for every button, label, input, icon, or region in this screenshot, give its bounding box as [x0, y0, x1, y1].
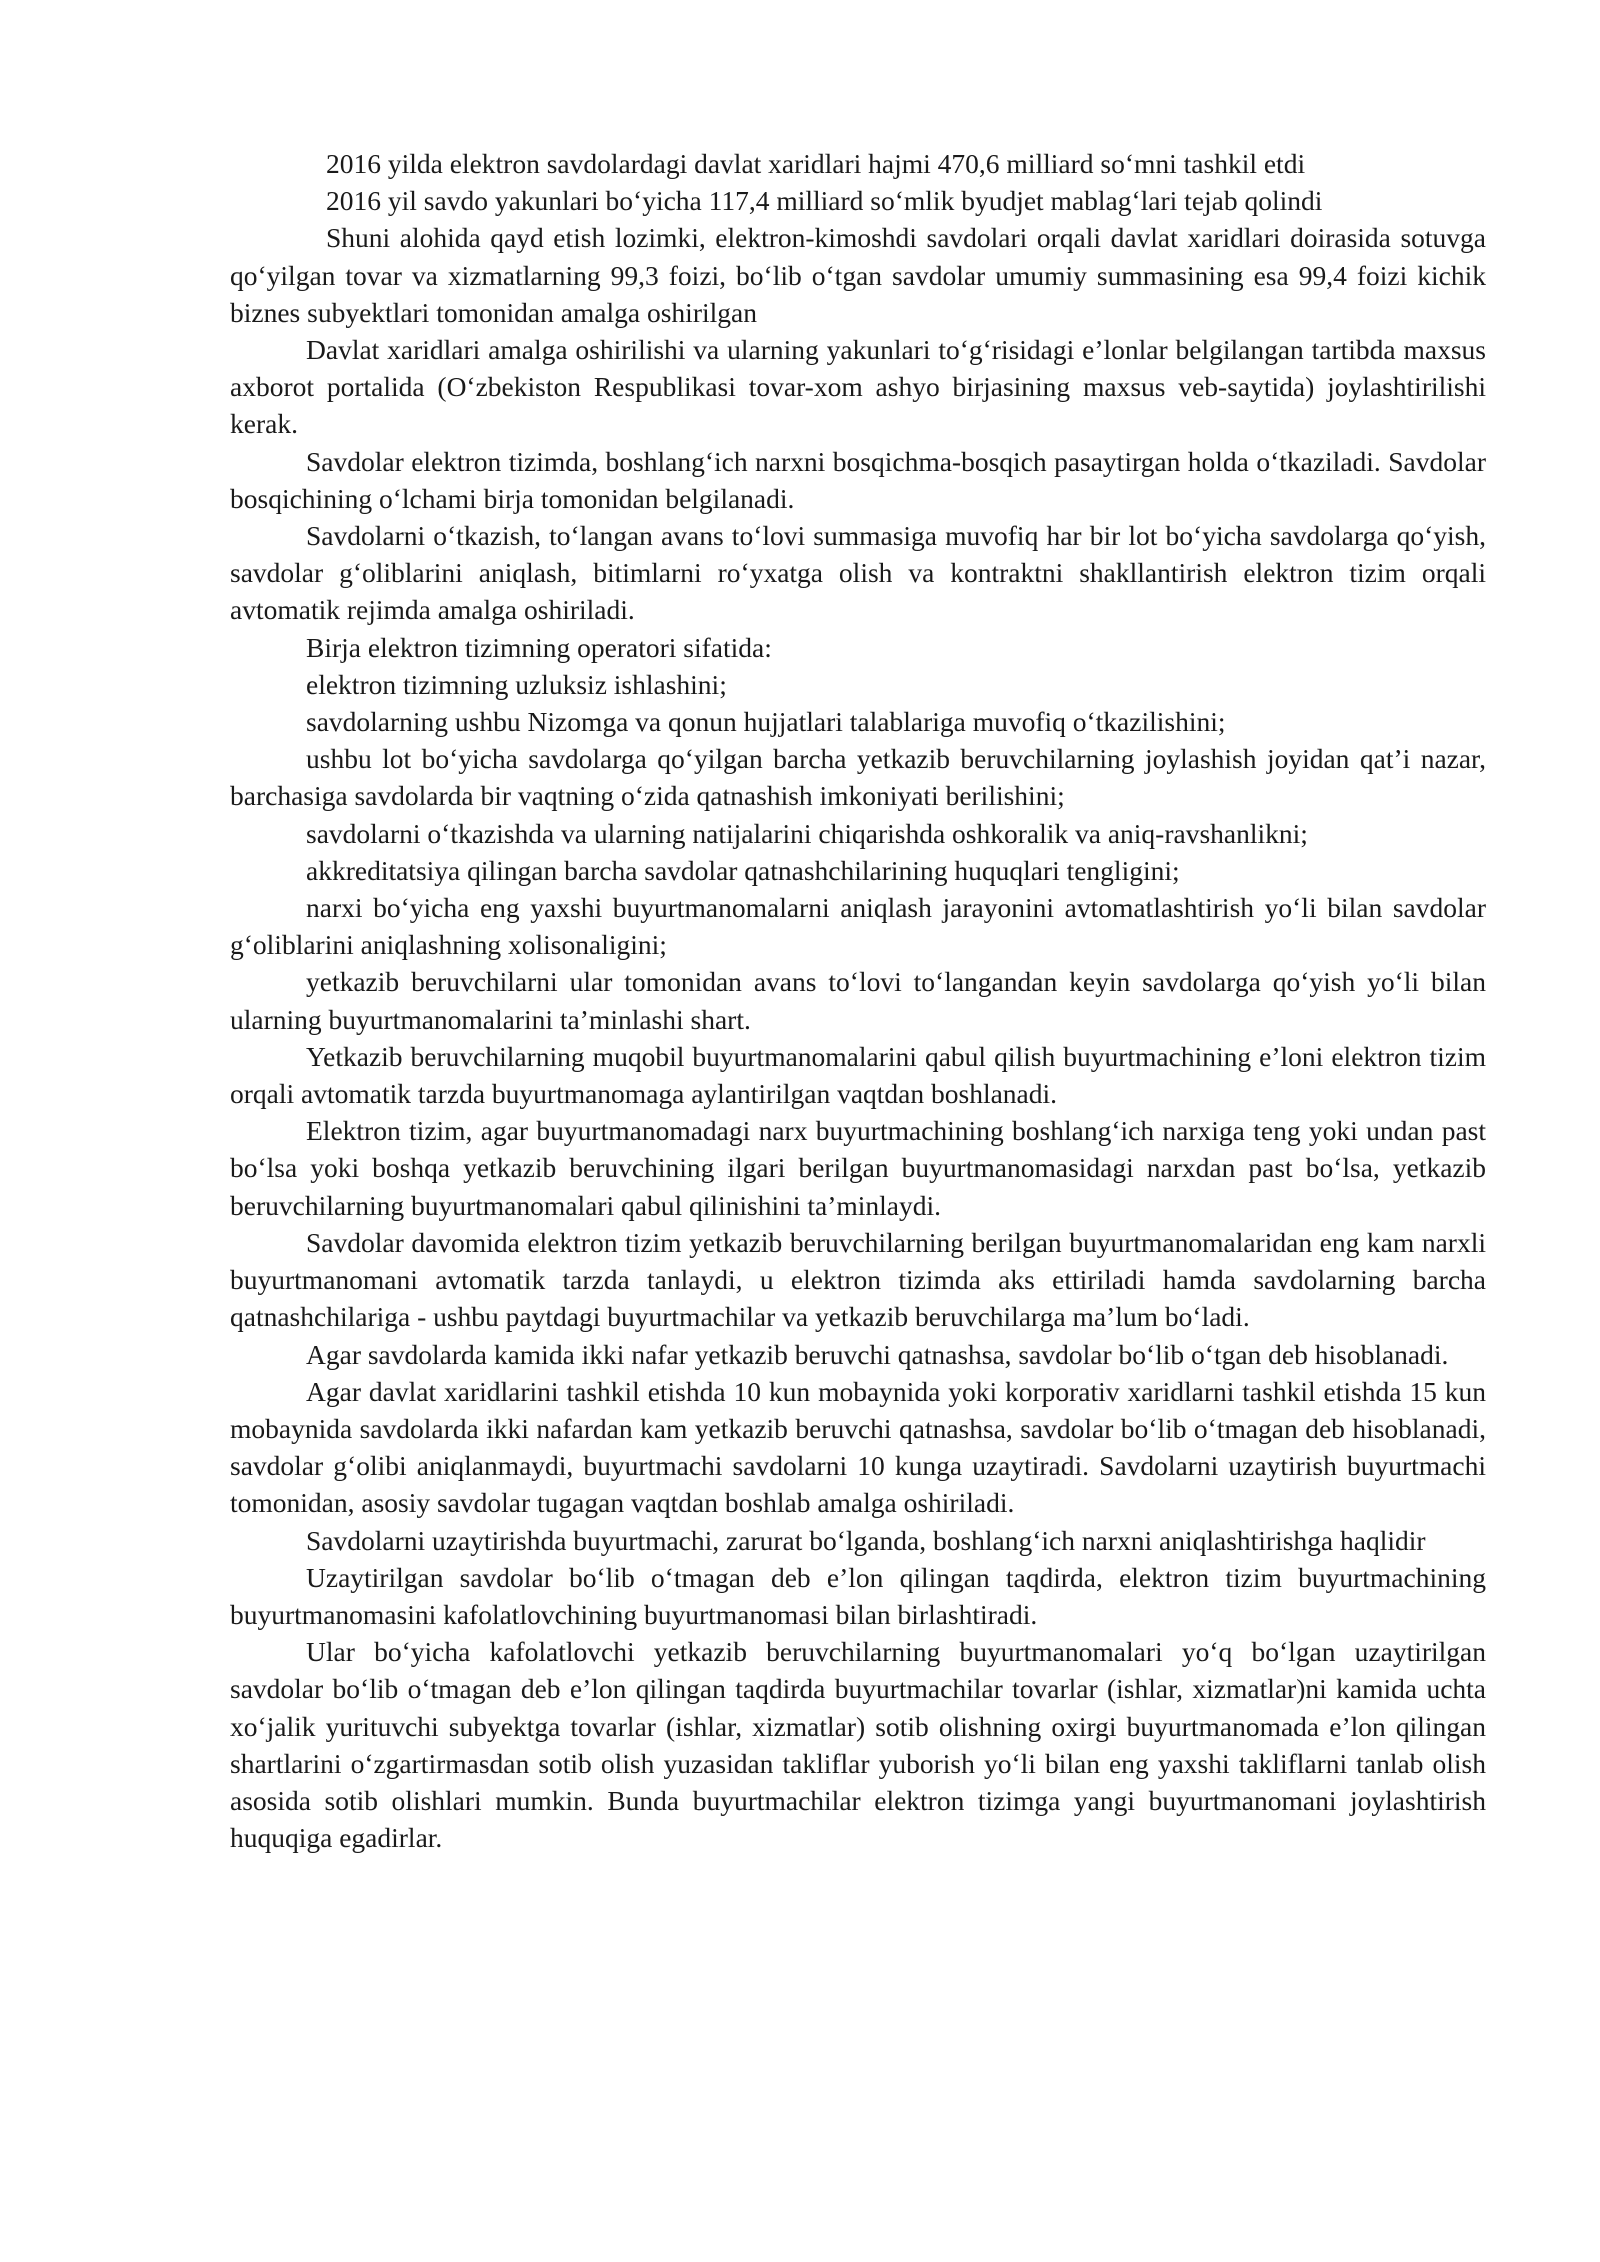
- paragraph-10: ushbu lot bo‘yicha savdolarga qo‘yilgan barcha yetkazib beruvchilarning joylashish joyidan qat’i nazar, barchasiga savdolarda bir vaqtning o‘zida qatnashish imkoniyati berilishini;: [230, 743, 1486, 812]
- paragraph-13: narxi bo‘yicha eng yaxshi buyurtmanomalarni aniqlash jarayonini avtomatlashtirish yo‘li bilan savdolar g‘oliblarini aniqlashning xolisonaligini;: [230, 892, 1486, 961]
- document-body: [230, 145, 1486, 1856]
- paragraph-11: savdolarni o‘tkazishda va ularning natijalarini chiqarishda oshkoralik va aniq-ravshanlikni;: [306, 817, 1308, 849]
- paragraph-4: Davlat xaridlari amalga oshirilishi va ularning yakunlari to‘g‘risidagi e’lonlar belgilangan tartibda maxsus axborot portalida (O‘zbekiston Respublikasi tovar-xom ashyo birjasining maxsus veb-saytida) joylashtirilishi kerak.: [230, 334, 1486, 440]
- paragraph-3: Shuni alohida qayd etish lozimki, elektron-kimoshdi savdolari orqali davlat xaridlari doirasida sotuvga qo‘yilgan tovar va xizmatlarning 99,3 foizi, bo‘lib o‘tgan savdolar umumiy summasining esa 99,4 foizi kichik biznes subyektlari tomonidan amalga oshirilgan: [230, 222, 1486, 328]
- paragraph-22: Ular bo‘yicha kafolatlovchi yetkazib beruvchilarning buyurtmanomalari yo‘q bo‘lgan uzaytirilgan savdolar bo‘lib o‘tmagan deb e’lon qilingan taqdirda buyurtmachilar tovarlar (ishlar, xizmatlar)ni kamida uchta xo‘jalik yurituvchi subyektga tovarlar (ishlar, xizmatlar) sotib olishning oxirgi buyurtmanomada e’lon qilingan shartlarini o‘zgartirmasdan sotib olish yuzasidan takliflar yuborish yo‘li bilan eng yaxshi takliflarni tanlab olish asosida sotib olishlari mumkin. Bunda buyurtmachilar elektron tizimga yangi buyurtmanomani joylashtirish huquqiga egadirlar.: [230, 1636, 1486, 1854]
- paragraph-7: Birja elektron tizimning operatori sifatida:: [306, 631, 772, 663]
- paragraph-2: 2016 yil savdo yakunlari bo‘yicha 117,4 milliard so‘mlik byudjet mablag‘lari tejab qolindi: [326, 185, 1323, 217]
- paragraph-8: elektron tizimning uzluksiz ishlashini;: [306, 668, 727, 700]
- paragraph-1: 2016 yilda elektron savdolardagi davlat xaridlari hajmi 470,6 milliard so‘mni tashkil etdi: [326, 148, 1306, 179]
- paragraph-17: Savdolar davomida elektron tizim yetkazib beruvchilarning berilgan buyurtmanomalaridan eng kam narxli buyurtmanomani avtomatik tarzda tanlaydi, u elektron tizimda aks ettiriladi hamda savdolarning barcha qatnashchilariga - ushbu paytdagi buyurtmachilar va yetkazib beruvchilarga ma’lum bo‘ladi.: [230, 1226, 1486, 1333]
- paragraph-15: Yetkazib beruvchilarning muqobil buyurtmanomalarini qabul qilish buyurtmachining e’loni elektron tizim orqali avtomatik tarzda buyurtmanomaga aylantirilgan vaqtdan boshlanadi.: [230, 1040, 1486, 1110]
- paragraph-6: Savdolarni o‘tkazish, to‘langan avans to‘lovi summasiga muvofiq har bir lot bo‘yicha savdolarga qo‘yish, savdolar g‘oliblarini aniqlash, bitimlarni ro‘yxatga olish va kontraktni shakllantirish elektron tizim orqali avtomatik rejimda amalga oshiriladi.: [230, 520, 1486, 626]
- paragraph-21: Uzaytirilgan savdolar bo‘lib o‘tmagan deb e’lon qilingan taqdirda, elektron tizim buyurtmachining buyurtmanomasini kafolatlovchining buyurtmanomasi bilan birlashtiradi.: [230, 1561, 1486, 1630]
- paragraph-12: akkreditatsiya qilingan barcha savdolar qatnashchilarining huquqlari tengligini;: [306, 854, 1180, 886]
- paragraph-9: savdolarning ushbu Nizomga va qonun hujjatlari talablariga muvofiq o‘tkazilishini;: [306, 706, 1226, 738]
- paragraph-5: Savdolar elektron tizimda, boshlang‘ich narxni bosqichma-bosqich pasaytirgan holda o‘tkaziladi. Savdolar bosqichining o‘lchami birja tomonidan belgilanadi.: [230, 445, 1486, 514]
- paragraph-18: Agar savdolarda kamida ikki nafar yetkazib beruvchi qatnashsa, savdolar bo‘lib o‘tgan deb hisoblanadi.: [306, 1338, 1449, 1370]
- paragraph-19: Agar davlat xaridlarini tashkil etishda 10 kun mobaynida yoki korporativ xaridlarni tashkil etishda 15 kun mobaynida savdolarda ikki nafardan kam yetkazib beruvchi qatnashsa, savdolar bo‘lib o‘tmagan deb hisoblanadi, savdolar g‘olibi aniqlanmaydi, buyurtmachi savdolarni 10 kunga uzaytiradi. Savdolarni uzaytirish buyurtmachi tomonidan, asosiy savdolar tugagan vaqtdan boshlab amalga oshiriladi.: [230, 1375, 1486, 1519]
- paragraph-14: yetkazib beruvchilarni ular tomonidan avans to‘lovi to‘langandan keyin savdolarga qo‘yish yo‘li bilan ularning buyurtmanomalarini ta’minlashi shart.: [230, 966, 1486, 1035]
- paragraph-20: Savdolarni uzaytirishda buyurtmachi, zarurat bo‘lganda, boshlang‘ich narxni aniqlashtirishga haqlidir: [306, 1524, 1426, 1556]
- paragraph-16: Elektron tizim, agar buyurtmanomadagi narx buyurtmachining boshlang‘ich narxiga teng yoki undan past bo‘lsa yoki boshqa yetkazib beruvchining ilgari berilgan buyurtmanomasidagi narxdan past bo‘lsa, yetkazib beruvchilarning buyurtmanomalari qabul qilinishini ta’minlaydi.: [230, 1115, 1486, 1221]
